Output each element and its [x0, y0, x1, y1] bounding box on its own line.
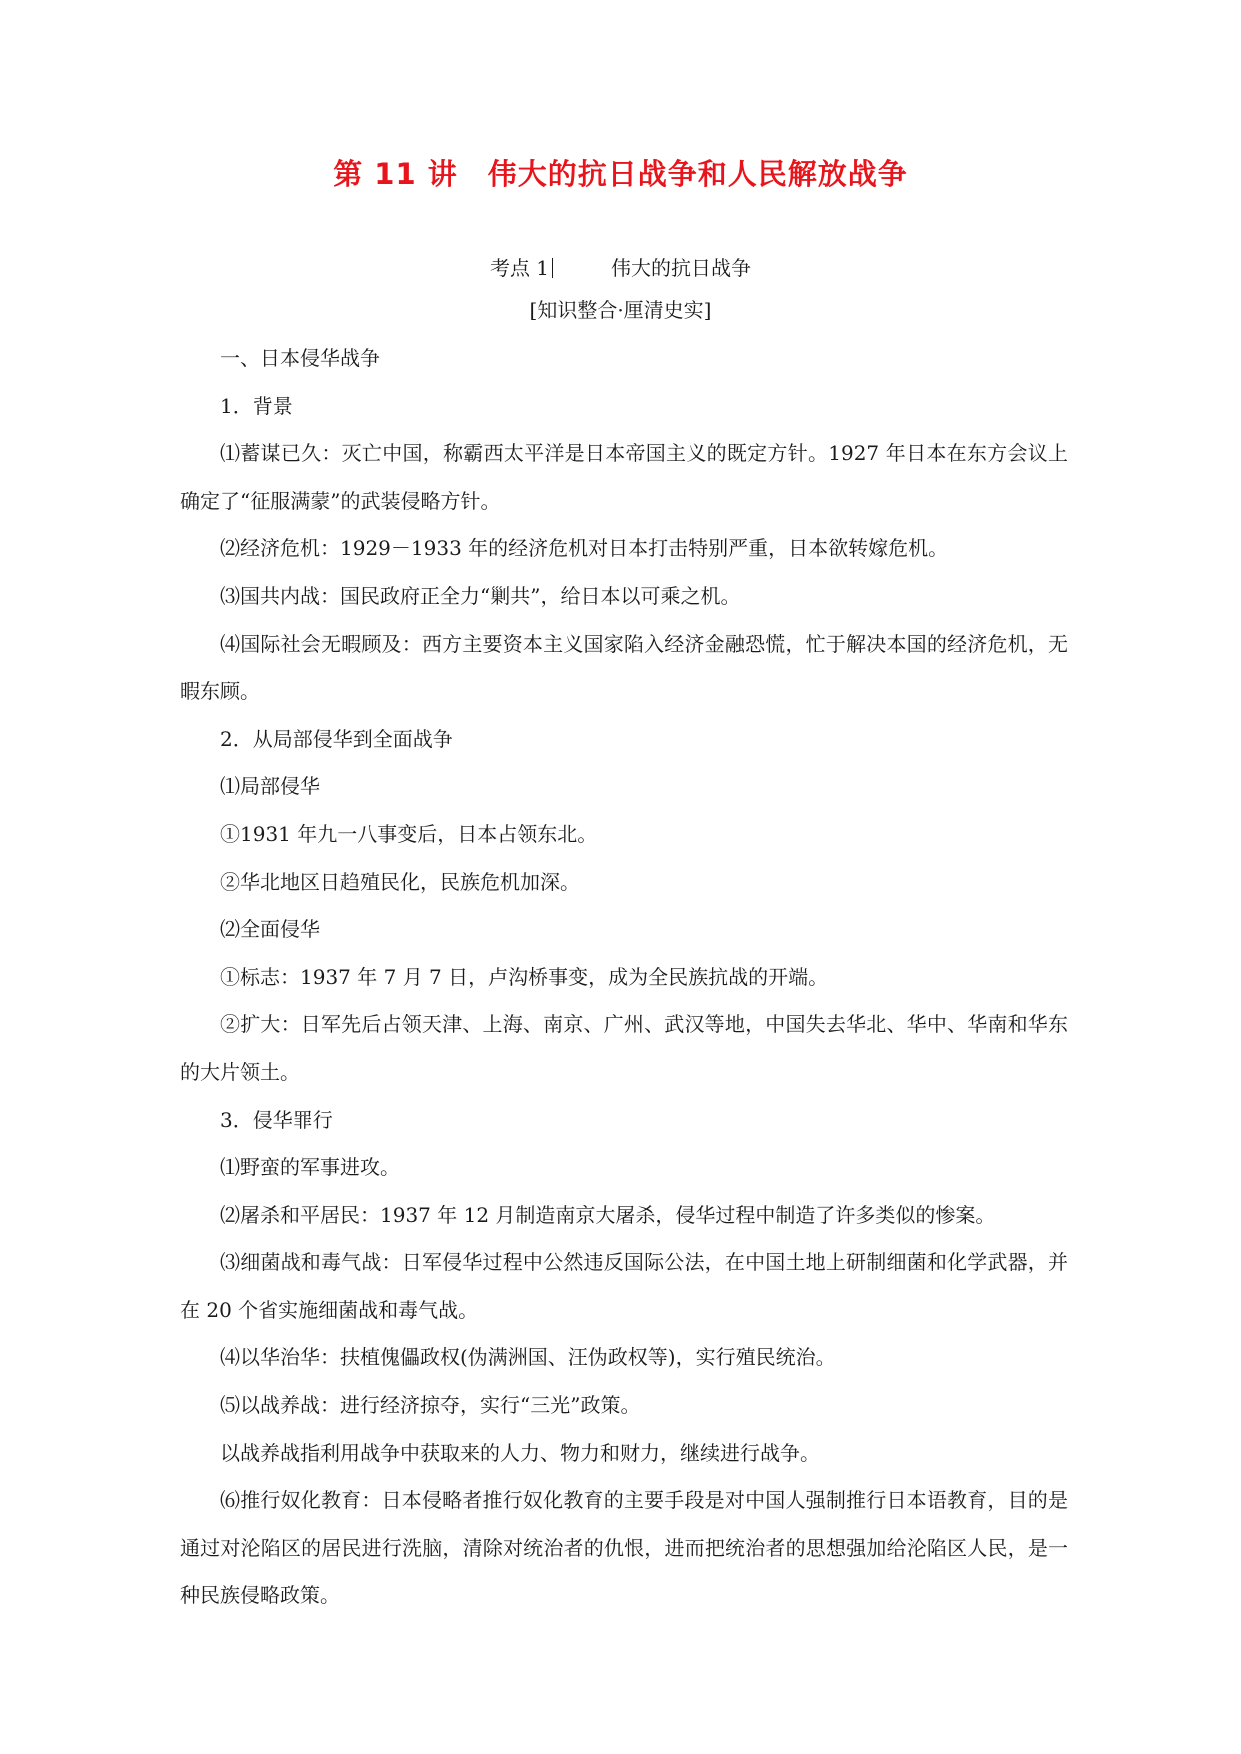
paragraph: 1．背景	[220, 393, 293, 418]
kaodian-name: 伟大的抗日战争	[611, 256, 752, 280]
paragraph: ⑴蓄谋已久：灭亡中国，称霸西太平洋是日本帝国主义的既定方针。1927 年日本在东方会议上确定了“征服满蒙”的武装侵略方针。	[180, 441, 1068, 513]
paragraph: ⑴局部侵华	[220, 774, 320, 799]
paragraph: ⑵全面侵华	[220, 917, 320, 942]
document-body	[180, 335, 1068, 1620]
paragraph: ①标志：1937 年 7 月 7 日，卢沟桥事变，成为全民族抗战的开端。	[220, 964, 829, 989]
page-title	[0, 152, 1241, 193]
paragraph: ②扩大：日军先后占领天津、上海、南京、广州、武汉等地，中国失去华北、华中、华南和华东的大片领土。	[180, 1012, 1068, 1084]
paragraph: 一、日本侵华战争	[220, 346, 380, 370]
lecture-topic: 伟大的抗日战争和人民解放战争	[487, 157, 908, 191]
kaodian-label: 考点 1	[489, 256, 550, 280]
paragraph: ②华北地区日趋殖民化，民族危机加深。	[220, 869, 580, 894]
paragraph: ⑵屠杀和平居民：1937 年 12 月制造南京大屠杀，侵华过程中制造了许多类似的惨案。	[220, 1202, 996, 1227]
paragraph: ⑷国际社会无暇顾及：西方主要资本主义国家陷入经济金融恐慌，忙于解决本国的经济危机，无暇东顾。	[180, 631, 1068, 704]
paragraph: ⑵经济危机：1929－1933 年的经济危机对日本打击特别严重，日本欲转嫁危机。	[220, 536, 949, 561]
paragraph: ⑶国共内战：国民政府正全力“剿共”，给日本以可乘之机。	[220, 583, 741, 608]
paragraph: 以战养战指利用战争中获取来的人力、物力和财力，继续进行战争。	[220, 1440, 820, 1465]
paragraph: ⑸以战养战：进行经济掠夺，实行“三光”政策。	[220, 1393, 641, 1418]
paragraph: 2．从局部侵华到全面战争	[220, 726, 453, 751]
paragraph: 3．侵华罪行	[220, 1107, 333, 1132]
paragraph: ⑷以华治华：扶植傀儡政权(伪满洲国、汪伪政权等)，实行殖民统治。	[220, 1345, 836, 1370]
paragraph: ①1931 年九一八事变后，日本占领东北。	[220, 821, 598, 846]
paragraph: ⑶细菌战和毒气战：日军侵华过程中公然违反国际公法，在中国土地上研制细菌和化学武器，并在 20 个省实施细菌战和毒气战。	[180, 1250, 1068, 1322]
section-subtitle: [知识整合·厘清史实]	[529, 298, 712, 322]
lecture-number: 第 11 讲	[333, 157, 458, 191]
paragraph: ⑹推行奴化教育：日本侵略者推行奴化教育的主要手段是对中国人强制推行日本语教育，目的是通过对沦陷区的居民进行洗脑，清除对统治者的仇恨，进而把统治者的思想强加给沦陷区人民，是一种民族侵略政策。	[180, 1488, 1068, 1608]
paragraph: ⑴野蛮的军事进攻。	[220, 1155, 400, 1180]
section-heading	[0, 252, 1241, 281]
heading-divider	[552, 258, 553, 278]
